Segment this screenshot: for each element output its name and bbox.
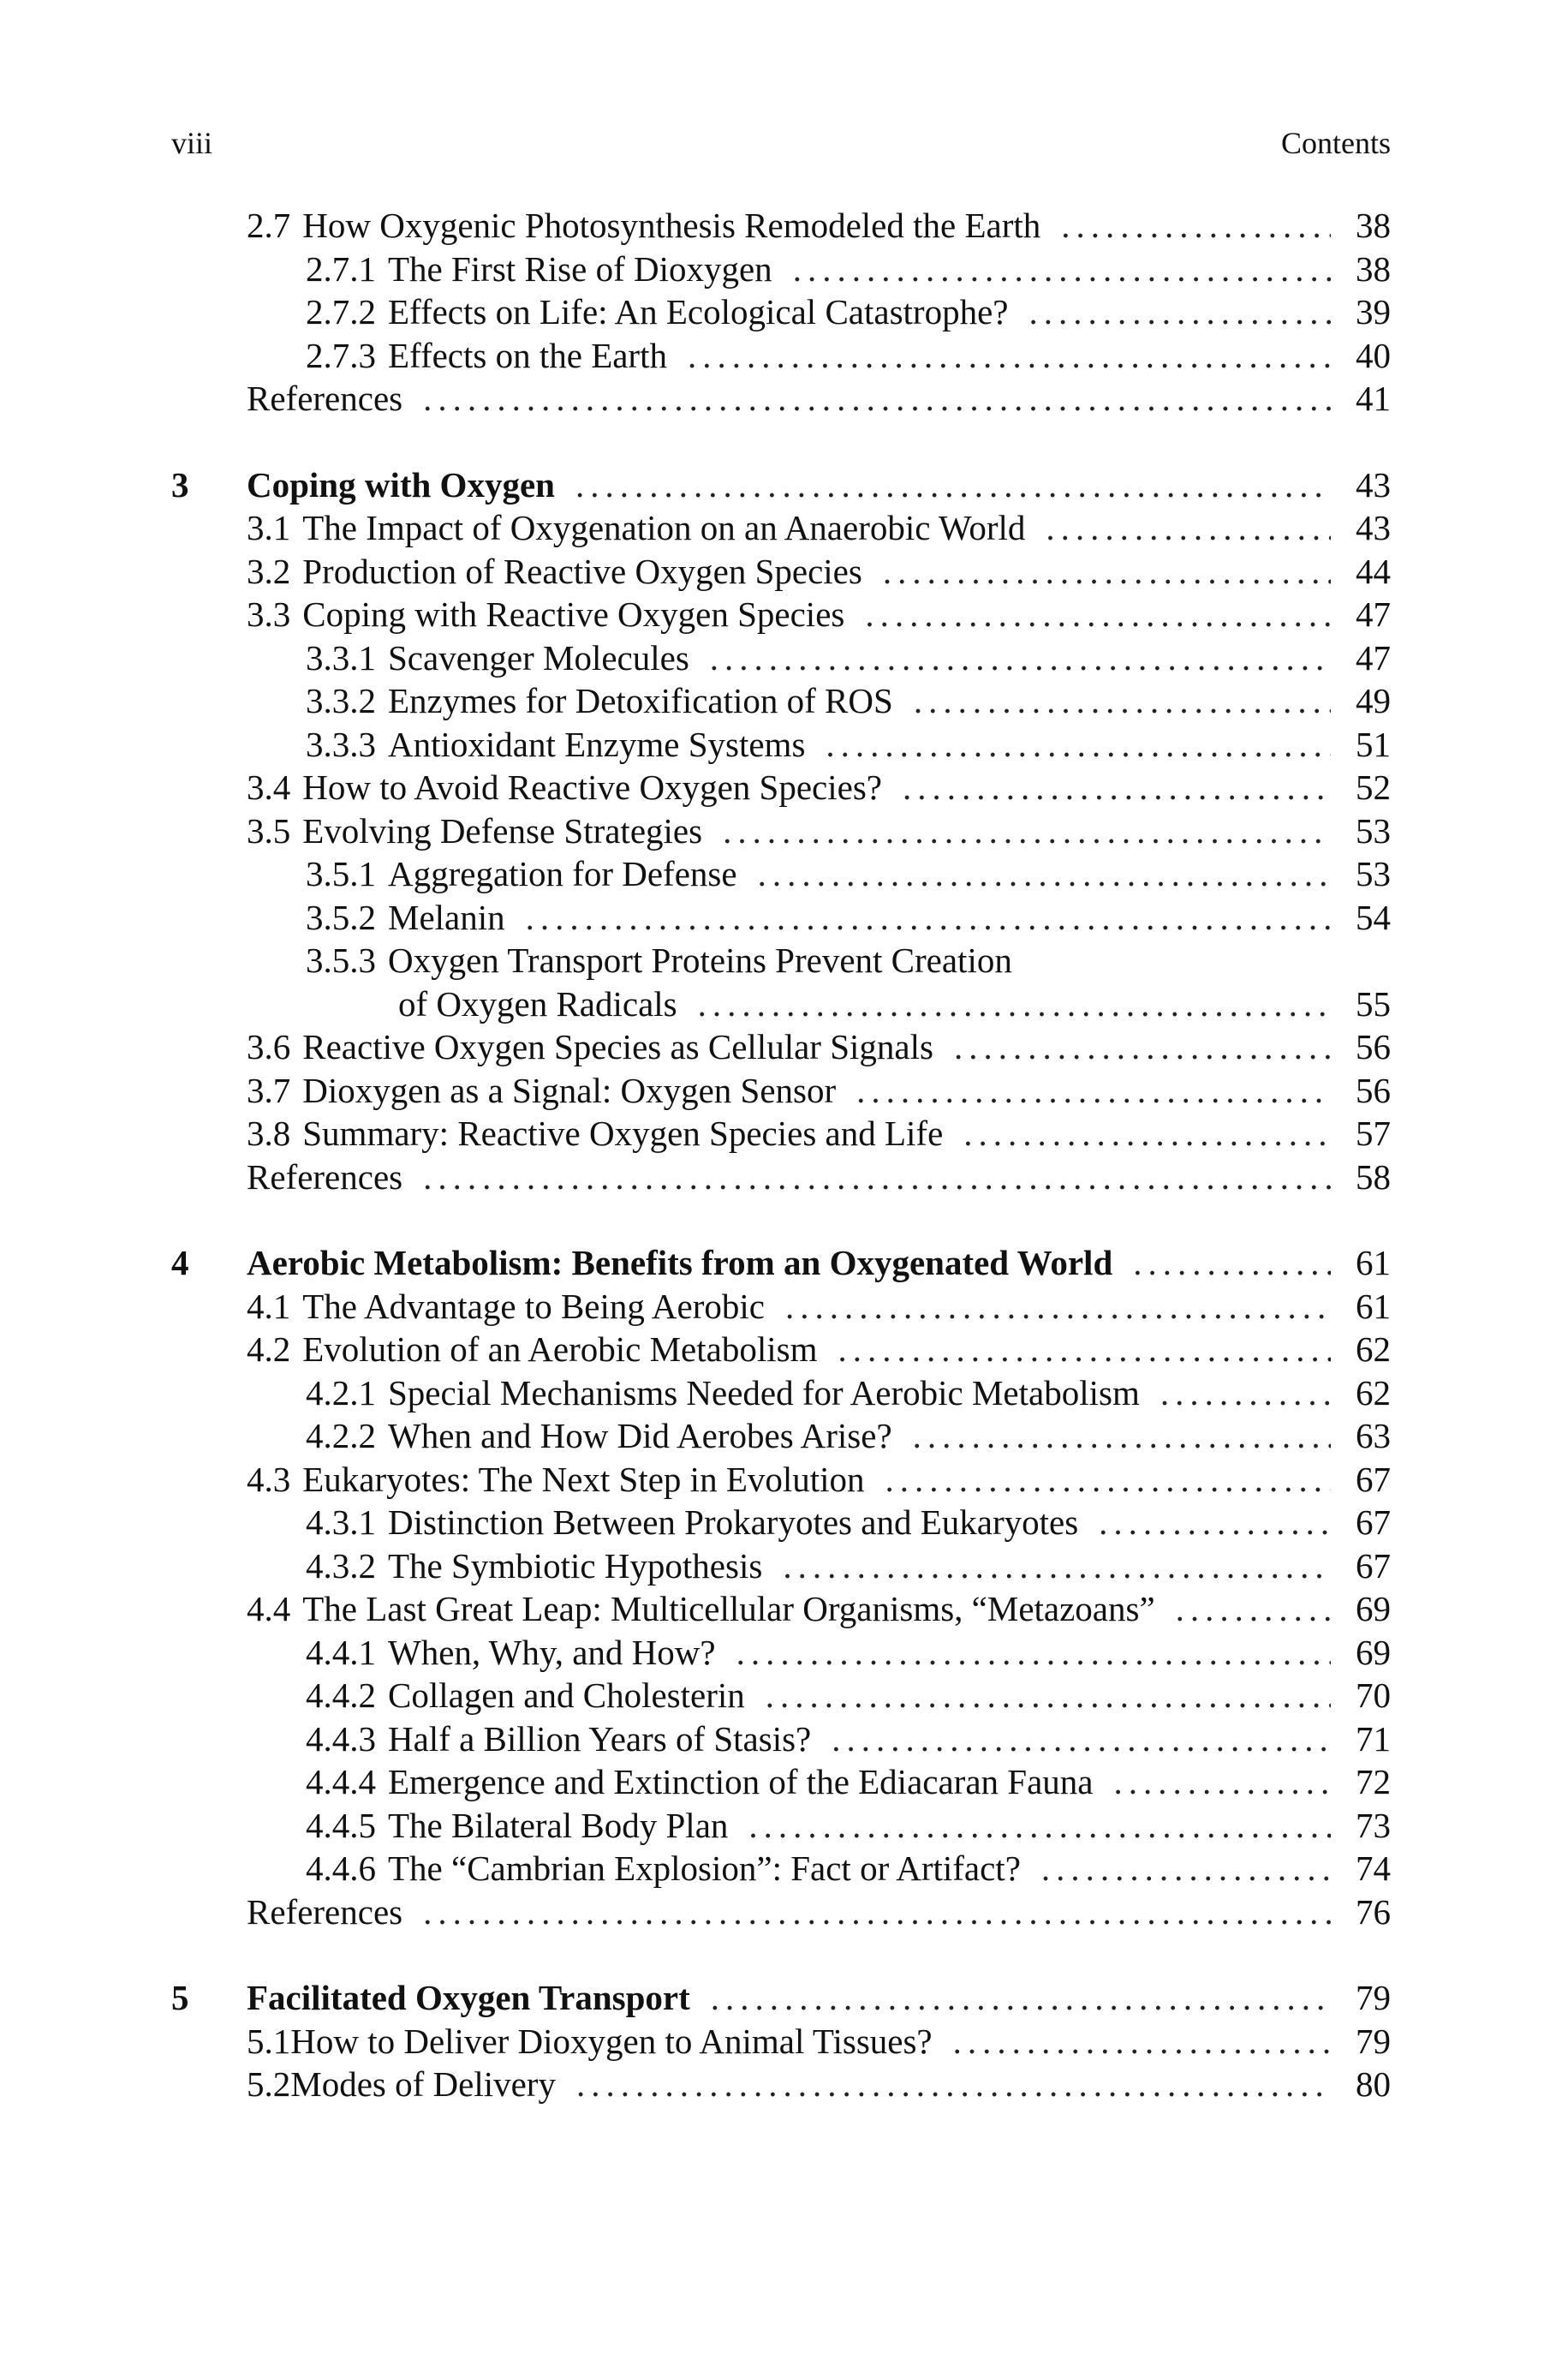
entry-page: 69 [1356, 1589, 1391, 1628]
entry-number: 2.7.1 [306, 248, 376, 289]
toc-chapter-3[interactable] [171, 463, 1391, 507]
entry-number: 4.3 [247, 1459, 291, 1499]
dot-leader [1061, 204, 1331, 247]
toc-entry-4-4-6[interactable] [171, 1847, 1391, 1890]
chapter-number: 4 [171, 1243, 189, 1282]
entry-number: 4.4.5 [306, 1805, 376, 1845]
dot-leader [1113, 1760, 1331, 1803]
entry-label: Collagen and Cholesterin [388, 1675, 745, 1715]
dot-leader [766, 1674, 1331, 1717]
chapter-title: Coping with Oxygen [247, 464, 555, 505]
entry-label: How Oxygenic Photosynthesis Remodeled the Earth [302, 206, 1041, 245]
dot-leader [832, 1717, 1331, 1760]
entry-number: 4.2.1 [306, 1372, 376, 1412]
entry-number: 2.7 [247, 206, 291, 245]
entry-page: 79 [1356, 1978, 1391, 2017]
entry-page: 40 [1356, 335, 1391, 375]
entry-page: 72 [1356, 1762, 1391, 1801]
entry-label: Eukaryotes: The Next Step in Evolution [302, 1459, 865, 1499]
toc-chapter-4[interactable] [171, 1241, 1391, 1285]
entry-label: Scavenger Molecules [388, 637, 689, 678]
dot-leader [688, 334, 1331, 377]
entry-page: 56 [1356, 1070, 1391, 1110]
entry-page: 67 [1356, 1545, 1391, 1586]
dot-leader [865, 593, 1331, 636]
entry-label: Dioxygen as a Signal: Oxygen Sensor [302, 1070, 837, 1110]
entry-label: Half a Billion Years of Stasis? [388, 1718, 812, 1759]
entry-number: 3.3 [247, 594, 291, 634]
dot-leader [1099, 1501, 1331, 1544]
toc-entry-3-5-3[interactable] [171, 939, 1391, 982]
entry-page: 67 [1356, 1459, 1391, 1499]
toc-entry-4-4-5[interactable] [171, 1804, 1391, 1848]
entry-page: 43 [1356, 508, 1391, 547]
entry-label: How to Deliver Dioxygen to Animal Tissues? [290, 2021, 933, 2061]
entry-number: 4.4.2 [306, 1675, 376, 1715]
toc-entry-3-3-1[interactable] [171, 636, 1391, 680]
entry-number: 4.2.2 [306, 1416, 376, 1455]
toc-entry-3-5[interactable] [171, 809, 1391, 853]
entry-page: 44 [1356, 551, 1391, 591]
toc-entry-4-2-2[interactable] [171, 1414, 1391, 1458]
entry-number: 3.3.1 [306, 637, 376, 678]
entry-number: 3.5.2 [306, 897, 376, 937]
entry-number: 3.8 [247, 1114, 291, 1153]
entry-number: 3.7 [247, 1070, 291, 1110]
entry-page: 71 [1356, 1718, 1391, 1759]
entry-label: The Bilateral Body Plan [388, 1805, 729, 1845]
entry-page: 73 [1356, 1805, 1391, 1845]
toc-entry-3-5-1[interactable] [171, 852, 1391, 896]
toc-entry-3-3[interactable] [171, 593, 1391, 636]
dot-leader [953, 2020, 1331, 2063]
dot-leader [838, 1328, 1331, 1371]
entry-label: The Symbiotic Hypothesis [388, 1545, 763, 1586]
entry-number: 3.6 [247, 1027, 291, 1066]
entry-label: When, Why, and How? [388, 1632, 716, 1672]
dot-leader [1160, 1371, 1331, 1414]
dot-leader [575, 463, 1331, 506]
entry-label: References [247, 379, 403, 418]
entry-page: 39 [1356, 292, 1391, 331]
toc-entry-5-1[interactable] [171, 2020, 1391, 2063]
toc-entry-2-7-2[interactable] [171, 290, 1391, 334]
toc-entry-4-4-3[interactable] [171, 1717, 1391, 1761]
dot-leader [914, 679, 1331, 722]
dot-leader [793, 248, 1331, 290]
entry-page: 54 [1356, 897, 1391, 937]
entry-label: The Advantage to Being Aerobic [302, 1286, 765, 1326]
entry-number: 4.2 [247, 1329, 291, 1369]
entry-label: Oxygen Transport Proteins Prevent Creation [388, 941, 1012, 980]
dot-leader [526, 896, 1331, 939]
entry-page: 57 [1356, 1114, 1391, 1153]
dot-leader [883, 550, 1331, 593]
entry-label: Evolving Defense Strategies [302, 810, 703, 851]
entry-number: 2.7.2 [306, 292, 376, 331]
entry-number: 4.4.6 [306, 1848, 376, 1888]
dot-leader [1176, 1587, 1331, 1630]
entry-label-continued: of Oxygen Radicals [398, 983, 677, 1024]
entry-number: 4.4.3 [306, 1718, 376, 1759]
entry-number: 4.3.2 [306, 1545, 376, 1586]
dot-leader [903, 766, 1331, 809]
entry-number: 3.5.3 [306, 941, 376, 980]
dot-leader [748, 1804, 1331, 1847]
dot-leader [954, 1025, 1331, 1068]
dot-leader [723, 809, 1331, 852]
dot-leader [710, 636, 1331, 679]
dot-leader [913, 1414, 1331, 1457]
entry-label: Coping with Reactive Oxygen Species [302, 594, 845, 634]
entry-page: 69 [1356, 1632, 1391, 1672]
entry-page: 70 [1356, 1675, 1391, 1715]
chapter-number: 3 [171, 464, 189, 505]
entry-label: Modes of Delivery [290, 2064, 556, 2104]
entry-label: Enzymes for Detoxification of ROS [388, 681, 893, 720]
toc-chapter-5[interactable] [171, 1976, 1391, 2020]
toc-entry-3-1[interactable] [171, 506, 1391, 550]
entry-number: 5.1 [247, 2021, 291, 2061]
entry-number: 3.3.2 [306, 681, 376, 720]
entry-page: 38 [1356, 248, 1391, 289]
entry-number: 4.4.4 [306, 1762, 376, 1801]
entry-number: 3.3.3 [306, 724, 376, 764]
entry-label: The Last Great Leap: Multicellular Organisms, “Metazoans” [302, 1589, 1155, 1628]
toc-entry-3-2[interactable] [171, 550, 1391, 594]
dot-leader [885, 1458, 1331, 1501]
dot-leader [758, 852, 1331, 895]
toc-entry-4-4-2[interactable] [171, 1674, 1391, 1717]
entry-page: 52 [1356, 767, 1391, 807]
toc-entry-4-4-1[interactable] [171, 1631, 1391, 1675]
entry-label: The First Rise of Dioxygen [388, 248, 772, 289]
entry-label: The “Cambrian Explosion”: Fact or Artifact? [388, 1848, 1021, 1888]
toc-entry-4-3-2[interactable] [171, 1544, 1391, 1588]
toc-entry-references-ch2[interactable] [171, 377, 1391, 421]
entry-page: 62 [1356, 1372, 1391, 1412]
dot-leader [423, 1890, 1331, 1933]
entry-number: 5.2 [247, 2064, 291, 2104]
entry-label: Production of Reactive Oxygen Species [302, 551, 862, 591]
toc-entry-2-7[interactable] [171, 204, 1391, 248]
entry-number: 3.4 [247, 767, 291, 807]
entry-page: 47 [1356, 637, 1391, 678]
running-title: Contents [1280, 126, 1391, 160]
toc-entry-2-7-3[interactable] [171, 334, 1391, 378]
page-folio: viii [171, 126, 213, 160]
entry-label: References [247, 1891, 403, 1932]
toc-entry-3-5-3-continued[interactable] [171, 982, 1391, 1026]
entry-label: Effects on Life: An Ecological Catastrophe? [388, 292, 1009, 331]
entry-number: 3.2 [247, 551, 291, 591]
entry-page: 49 [1356, 681, 1391, 720]
table-of-contents [171, 204, 1391, 2106]
entry-page: 43 [1356, 464, 1391, 505]
toc-entry-3-6[interactable] [171, 1025, 1391, 1069]
entry-label: When and How Did Aerobes Arise? [388, 1416, 892, 1455]
entry-page: 76 [1356, 1891, 1391, 1932]
dot-leader [736, 1631, 1331, 1674]
entry-page: 53 [1356, 854, 1391, 893]
chapter-title: Aerobic Metabolism: Benefits from an Oxygenated World [247, 1243, 1113, 1282]
toc-entry-2-7-1[interactable] [171, 248, 1391, 291]
dot-leader [1133, 1241, 1331, 1284]
dot-leader [711, 1976, 1331, 2019]
toc-entry-references-ch3[interactable] [171, 1156, 1391, 1199]
running-head [171, 124, 1391, 162]
entry-label: How to Avoid Reactive Oxygen Species? [302, 767, 882, 807]
entry-label: Reactive Oxygen Species as Cellular Signals [302, 1027, 933, 1066]
toc-entry-3-4[interactable] [171, 766, 1391, 809]
entry-page: 55 [1356, 983, 1391, 1024]
dot-leader [423, 377, 1331, 420]
entry-label: Special Mechanisms Needed for Aerobic Metabolism [388, 1372, 1140, 1412]
entry-page: 41 [1356, 379, 1391, 418]
dot-leader [826, 723, 1331, 766]
entry-page: 51 [1356, 724, 1391, 764]
entry-page: 63 [1356, 1416, 1391, 1455]
toc-entry-3-3-3[interactable] [171, 723, 1391, 767]
toc-entry-3-7[interactable] [171, 1069, 1391, 1113]
entry-number: 3.5 [247, 810, 291, 851]
dot-leader [698, 982, 1331, 1025]
entry-label: References [247, 1156, 403, 1197]
dot-leader [423, 1156, 1331, 1198]
toc-entry-4-4[interactable] [171, 1587, 1391, 1631]
entry-label: Effects on the Earth [388, 335, 667, 375]
toc-entry-3-8[interactable] [171, 1112, 1391, 1156]
chapter-title: Facilitated Oxygen Transport [247, 1978, 690, 2017]
toc-entry-4-3-1[interactable] [171, 1501, 1391, 1544]
entry-number: 2.7.3 [306, 335, 376, 375]
toc-entry-3-5-2[interactable] [171, 896, 1391, 940]
dot-leader [576, 2063, 1331, 2105]
entry-number: 4.4.1 [306, 1632, 376, 1672]
toc-entry-4-4-4[interactable] [171, 1760, 1391, 1804]
entry-page: 62 [1356, 1329, 1391, 1369]
entry-label: Antioxidant Enzyme Systems [388, 724, 806, 764]
entry-page: 79 [1356, 2021, 1391, 2061]
entry-label: Summary: Reactive Oxygen Species and Life [302, 1114, 944, 1153]
entry-page: 58 [1356, 1156, 1391, 1197]
entry-label: Distinction Between Prokaryotes and Eukaryotes [388, 1502, 1079, 1542]
dot-leader [856, 1069, 1331, 1112]
entry-page: 74 [1356, 1848, 1391, 1888]
entry-number: 3.1 [247, 508, 291, 547]
entry-page: 61 [1356, 1286, 1391, 1326]
entry-number: 4.4 [247, 1589, 291, 1628]
toc-entry-4-2[interactable] [171, 1328, 1391, 1371]
entry-page: 61 [1356, 1243, 1391, 1282]
entry-label: The Impact of Oxygenation on an Anaerobic World [302, 508, 1026, 547]
entry-number: 3.5.1 [306, 854, 376, 893]
entry-page: 53 [1356, 810, 1391, 851]
toc-entry-4-1[interactable] [171, 1285, 1391, 1329]
entry-label: Melanin [388, 897, 505, 937]
dot-leader [1046, 506, 1331, 549]
toc-entry-4-3[interactable] [171, 1458, 1391, 1502]
entry-label: Emergence and Extinction of the Ediacaran Fauna [388, 1762, 1094, 1801]
dot-leader [963, 1112, 1331, 1155]
chapter-number: 5 [171, 1978, 189, 2017]
toc-entry-5-2[interactable] [171, 2063, 1391, 2106]
entry-page: 67 [1356, 1502, 1391, 1542]
entry-label: Evolution of an Aerobic Metabolism [302, 1329, 818, 1369]
entry-page: 56 [1356, 1027, 1391, 1066]
toc-entry-4-2-1[interactable] [171, 1371, 1391, 1415]
entry-number: 4.1 [247, 1286, 291, 1326]
dot-leader [783, 1544, 1331, 1587]
toc-entry-references-ch4[interactable] [171, 1890, 1391, 1934]
dot-leader [1028, 290, 1331, 333]
entry-page: 38 [1356, 206, 1391, 245]
entry-page: 80 [1356, 2064, 1391, 2104]
entry-label: Aggregation for Defense [388, 854, 737, 893]
dot-leader [1041, 1847, 1331, 1890]
toc-entry-3-3-2[interactable] [171, 679, 1391, 723]
entry-page: 47 [1356, 594, 1391, 634]
entry-number: 4.3.1 [306, 1502, 376, 1542]
dot-leader [785, 1285, 1331, 1328]
